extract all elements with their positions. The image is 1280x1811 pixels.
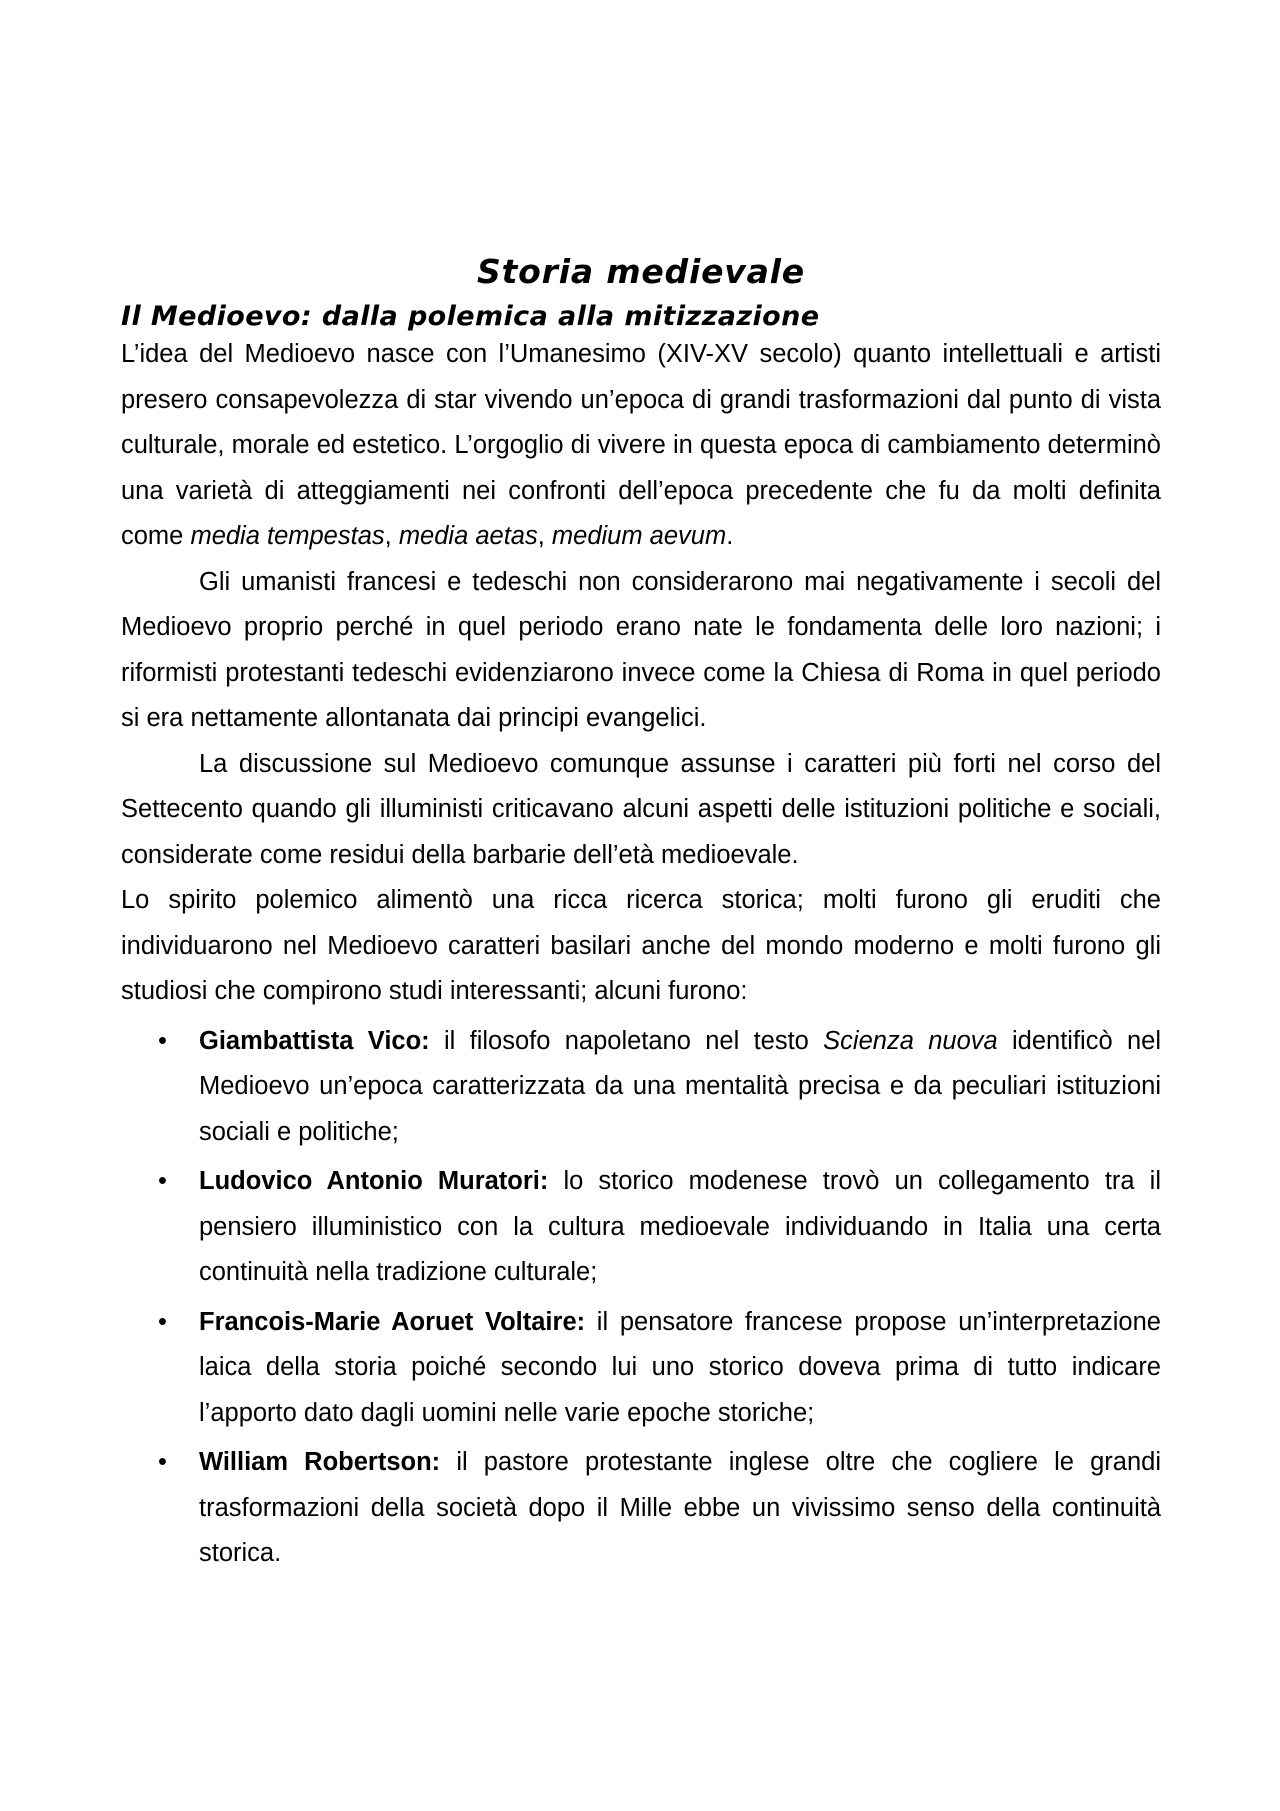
- scholars-list: [121, 1019, 1161, 1577]
- list-item-text: [199, 1159, 1161, 1296]
- document-title: Storia medievale: [477, 252, 805, 291]
- scholar-name: Francois-Marie Aoruet Voltaire:: [199, 1307, 586, 1336]
- latin-term-medium-aevum: medium aevum: [551, 522, 727, 550]
- paragraph-intro-text: L’idea del Medioevo nasce con l’Umanesimo (XIV-XV secolo) quanto intellettuali e artisti presero consapevolezza di star vivendo un’epoca di grandi trasformazioni dal punto di vista culturale, morale ed estetico. L’orgoglio di vivere in questa epoca di cambiamento determinò una varietà di atteggiamenti nei confronti dell’epoca precedente che fu da molti definita come: [121, 340, 1161, 550]
- list-item-text: [199, 1440, 1161, 1577]
- list-item-vico: [121, 1019, 1161, 1156]
- scholar-name: William Robertson:: [199, 1448, 441, 1476]
- scholar-description-end: identificò nel Medioevo un’epoca caratterizzata da una mentalità precisa e da peculiari istituzioni sociali e politiche;: [199, 1026, 1161, 1146]
- list-item-robertson: [121, 1440, 1161, 1577]
- list-item-text: [199, 1300, 1161, 1437]
- scholar-description: il pensatore francese propose un’interpretazione laica della storia poiché secondo lui uno storico doveva prima di tutto indicare l’apporto dato dagli uomini nelle varie epoche storiche;: [199, 1307, 1161, 1427]
- list-item-muratori: [121, 1159, 1161, 1296]
- scholar-name: Ludovico Antonio Muratori:: [199, 1167, 549, 1195]
- scholar-description: il pastore protestante inglese oltre che cogliere le grandi trasformazioni della società dopo il Mille ebbe un vivissimo senso della continuità storica.: [199, 1448, 1162, 1567]
- paragraph-enlightenment: La discussione sul Medioevo comunque assunse i caratteri più forti nel corso del Settecento quando gli illuministi criticavano alcuni aspetti delle istituzioni politiche e sociali, considerate come residui della barbarie dell’età medioevale.: [121, 749, 1161, 869]
- bullet-icon: •: [158, 1448, 167, 1476]
- document-page: [121, 252, 1161, 1581]
- list-item-text: [199, 1019, 1161, 1156]
- list-item-voltaire: [121, 1300, 1161, 1437]
- latin-term-media-tempestas: media tempestas: [190, 522, 385, 550]
- bullet-icon: •: [158, 1307, 167, 1336]
- scholar-name: Giambattista Vico:: [199, 1026, 430, 1055]
- latin-term-media-aetas: media aetas: [398, 522, 538, 550]
- separator: ,: [384, 522, 399, 550]
- section-heading: Il Medioevo: dalla polemica alla mitizzazione: [121, 301, 820, 332]
- paragraph-research: Lo spirito polemico alimentò una ricca ricerca storica; molti furono gli eruditi che individuarono nel Medioevo caratteri basilari anche del mondo moderno e molti furono gli studiosi che compirono studi interessanti; alcuni furono:: [121, 886, 1161, 1005]
- period: .: [726, 522, 734, 550]
- paragraph-intro: [121, 332, 1161, 560]
- separator: ,: [537, 522, 552, 550]
- work-title: Scienza nuova: [823, 1026, 998, 1055]
- scholar-description: lo storico modenese trovò un collegamento tra il pensiero illuministico con la cultura medioevale individuando in Italia una certa continuità nella tradizione culturale;: [199, 1167, 1161, 1286]
- bullet-icon: •: [158, 1167, 167, 1195]
- paragraph-humanists: Gli umanisti francesi e tedeschi non considerarono mai negativamente i secoli del Medioevo proprio perché in quel periodo erano nate le fondamenta delle loro nazioni; i riformisti protestanti tedeschi evidenziarono invece come la Chiesa di Roma in quel periodo si era nettamente allontanata dai principi evangelici.: [121, 567, 1161, 732]
- bullet-icon: •: [158, 1026, 167, 1055]
- scholar-description: il filosofo napoletano nel testo: [429, 1026, 824, 1055]
